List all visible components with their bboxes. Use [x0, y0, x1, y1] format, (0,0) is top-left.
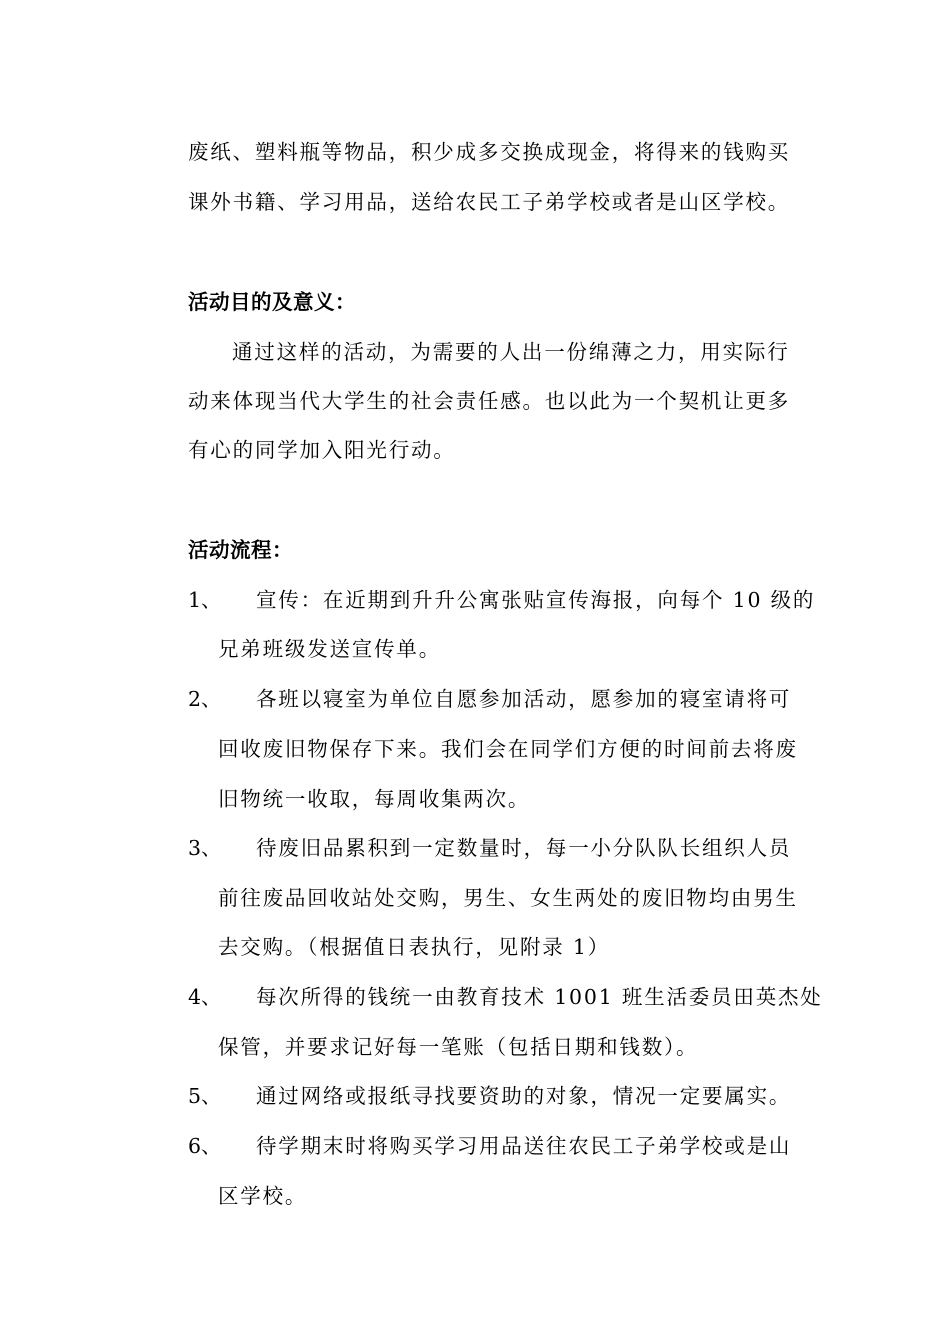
process-item-6-number: 6、 — [188, 1134, 222, 1158]
process-item-3-line-3: 去交购。（根据值日表执行，见附录 1） — [218, 935, 611, 959]
purpose-line-3: 有心的同学加入阳光行动。 — [188, 438, 456, 462]
process-item-5-line-1: 通过网络或报纸寻找要资助的对象，情况一定要属实。 — [256, 1084, 792, 1108]
process-item-4-line-1: 每次所得的钱统一由教育技术 1001 班生活委员田英杰处 — [256, 985, 823, 1009]
purpose-heading: 活动目的及意义： — [188, 290, 356, 314]
process-item-2-line-1: 各班以寝室为单位自愿参加活动，愿参加的寝室请将可 — [256, 687, 792, 711]
intro-line-1: 废纸、塑料瓶等物品，积少成多交换成现金，将得来的钱购买 — [188, 140, 791, 164]
process-item-3-number: 3、 — [188, 836, 222, 860]
process-item-1-number: 1、 — [188, 588, 222, 612]
process-item-4-line-2: 保管，并要求记好每一笔账（包括日期和钱数）。 — [218, 1035, 699, 1059]
process-item-2-line-2: 回收废旧物保存下来。我们会在同学们方便的时间前去将废 — [218, 737, 798, 761]
process-item-3-line-2: 前往废品回收站处交购，男生、女生两处的废旧物均由男生 — [218, 886, 798, 910]
process-item-2-number: 2、 — [188, 687, 222, 711]
process-item-5-number: 5、 — [188, 1084, 222, 1108]
intro-line-2: 课外书籍、学习用品，送给农民工子弟学校或者是山区学校。 — [188, 190, 791, 214]
purpose-line-1: 通过这样的活动，为需要的人出一份绵薄之力，用实际行 — [232, 340, 790, 364]
purpose-line-2: 动来体现当代大学生的社会责任感。也以此为一个契机让更多 — [188, 389, 791, 413]
process-item-1-line-2: 兄弟班级发送宣传单。 — [218, 637, 441, 661]
process-item-4-number: 4、 — [188, 985, 222, 1009]
process-heading: 活动流程： — [188, 538, 293, 562]
process-item-6-line-2: 区学校。 — [218, 1184, 308, 1208]
process-item-6-line-1: 待学期末时将购买学习用品送往农民工子弟学校或是山 — [256, 1134, 792, 1158]
process-item-2-line-3: 旧物统一收取，每周收集两次。 — [218, 787, 531, 811]
process-item-3-line-1: 待废旧品累积到一定数量时，每一小分队队长组织人员 — [256, 836, 792, 860]
process-item-1-line-1: 宣传：在近期到升升公寓张贴宣传海报，向每个 10 级的 — [256, 588, 816, 612]
